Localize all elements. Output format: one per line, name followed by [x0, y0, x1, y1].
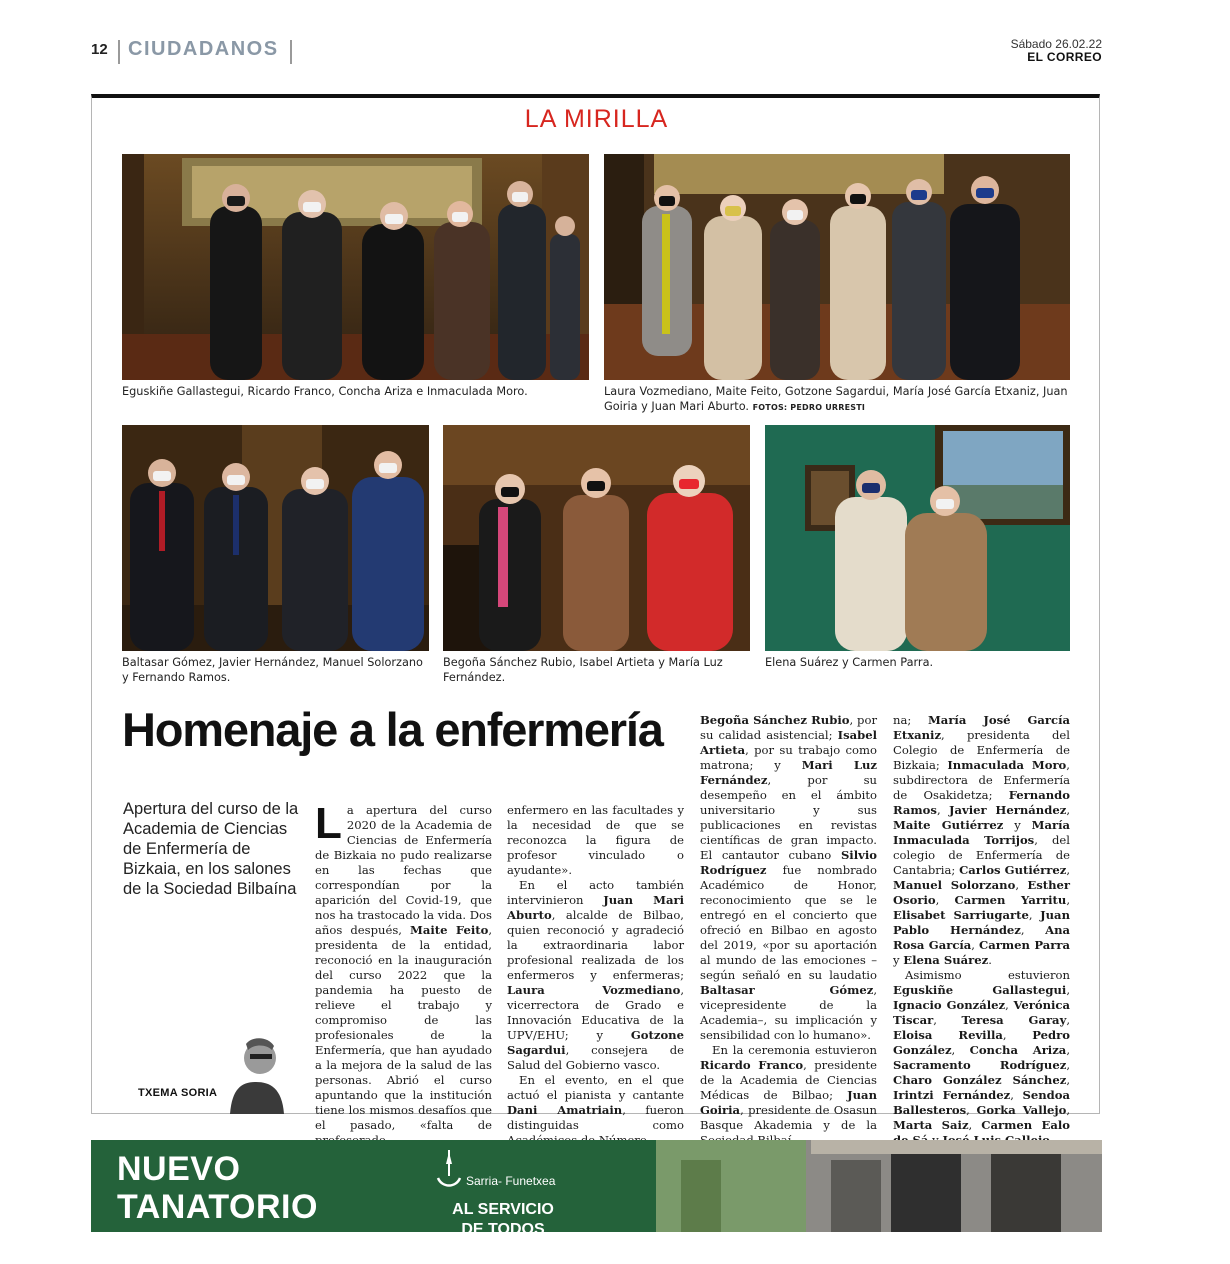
page-number: 12: [91, 41, 108, 58]
section-kicker: LA MIRILLA: [524, 105, 669, 133]
ad-title-line-1: NUEVO: [117, 1150, 241, 1188]
photo-3-caption: Baltasar Gómez, Javier Hernández, Manuel Solorzano y Fernando Ramos.: [122, 656, 423, 684]
ad-service-line-1: AL SERVICIO: [452, 1201, 554, 1218]
photo-5: [765, 425, 1070, 651]
photo-3: [122, 425, 429, 651]
article-column-1: La apertura del curso 2020 de la Academia de Ciencias de Enfermería de Bizkaia no pudo realizarse en las fechas que correspondían por la aparición del Covid-19, que nos ha trastocado la vida. Dos años después, Maite Feito, presidenta de la entidad, reconoció en la inauguración del curso 2022 que la pandemia ha puesto de relieve el trabajo y compromiso de las profesionales de la Enfermería, que han ayudado a la mejora de la salud de las personas. Abrió el curso apuntando que la institución tiene los mismos desafíos que el pasado, «falta de: [315, 799, 492, 1132]
section-name: CIUDADANOS: [128, 38, 279, 60]
section-divider-right: [290, 40, 292, 64]
author-name: TXEMA SORIA: [138, 1087, 218, 1099]
photo-4-caption: Begoña Sánchez Rubio, Isabel Artieta y María Luz Fernández.: [443, 656, 723, 684]
author-photo: [224, 1030, 288, 1114]
headline: Homenaje a la enfermería: [122, 703, 663, 756]
article-column-2: enfermero en las facultades y la necesidad de que se reconozca la figura de profesor vinculado o ayudante». En el acto también intervinieron Juan Mari Aburto, alcalde de Bilbao, quien reconoció y agradeció la extraordinaria labor profesional realizada de los enfermeros y enfermeras; Laura Vozmediano, vicerrectora de Grado e Innovación Educativa de la UPV/EHU; y Gotzone Sagardui, consejera de Salud del Gobierno vasco. En el evento, en el que actuó el pianista y cantante Dani Amatriain, fueron distinguidas como: [507, 803, 684, 1132]
photo-2-caption: [604, 384, 1070, 414]
photo-2-caption-text: Laura Vozmediano, Maite Feito, Gotzone Sagardui, María José García Etxaniz, Juan Goiria y Juan Mari Aburto.: [604, 385, 1068, 413]
article-column-3: Begoña Sánchez Rubio, por su calidad asistencial; Isabel Artieta, por su trabajo como matrona; y Mari Luz Fernández, por su desempeño en el ámbito universitario y sus publicaciones en revistas científicas de gran impacto. El cantautor cubano Silvio Rodríguez fue nombrado Académico de Honor, reconocimiento que se le entregó en el concierto que ofreció en Bilbao en agosto del 2019, «por su aportación al mundo de las emociones –según señaló en su laudatio Baltasar Gómez, vicepresidente de la Academia–, su implicación y sensibilidad con lo humano». En la ceremonia estuvieron Ricardo Franco, presidente de la Academia de Ciencias Médicas de Bilbao; Juan Goiria, presidente de Osasun Basque Akademia y de la: [700, 713, 878, 1132]
drop-cap: L: [315, 799, 342, 848]
section-divider-left: [118, 40, 120, 64]
ad-title-line-3: SARRIA: [117, 1226, 251, 1264]
article-column-4: na; María José García Etxaniz, presidenta del Colegio de Enfermería de Bizkaia; Inmaculada Moro, subdirectora de Enfermería de Osakidetza; Fernando Ramos, Javier Hernández, Maite Gutiérrez y María Inmaculada Torrijos, del colegio de Enfermería de Cantabria; Carlos Gutiérrez, Manuel Solorzano, Esther Osorio, Carmen Yarritu, Elisabet Sarriugarte, Juan Pablo Hernández, Ana Rosa García, Carmen Parra y Elena Suárez. Asimismo estuvieron Eguskiñe Gallastegui, Ignacio González, Verónica Tiscar, Teresa Garay, Eloisa Revilla, Pedro González, Concha Ariza, Sacramento Rodríguez, Charo González Sánchez, Irintzi Fernández, Sendoa Ballesteros, Gorka Vallejo, Marta Saiz, Carmen Ealo: [893, 713, 1071, 1132]
ad-logo-icon: [436, 1148, 462, 1198]
photo-1: [122, 154, 589, 380]
publication-date: Sábado 26.02.22: [1010, 37, 1102, 51]
ad-title: [117, 1150, 318, 1264]
photo-credit: FOTOS: PEDRO URRESTI: [752, 403, 866, 412]
ad-service-text: [447, 1200, 559, 1240]
photo-2: [604, 154, 1070, 380]
photo-4: [443, 425, 750, 651]
photo-5-caption: Elena Suárez y Carmen Parra.: [765, 656, 934, 669]
ad-service-line-2: DE TODOS: [461, 1221, 545, 1238]
subheadline: Apertura del curso de la Academia de Ciencias de Enfermería de Bizkaia, en los salones de la Sociedad Bilbaína: [123, 800, 299, 898]
newspaper-name: EL CORREO: [1027, 50, 1102, 64]
ad-title-line-2: TANATORIO: [117, 1188, 318, 1226]
photo-1-caption: Eguskiñe Gallastegui, Ricardo Franco, Concha Ariza e Inmaculada Moro.: [122, 385, 528, 398]
ad-brand: Sarria- Funetxea: [466, 1174, 556, 1188]
